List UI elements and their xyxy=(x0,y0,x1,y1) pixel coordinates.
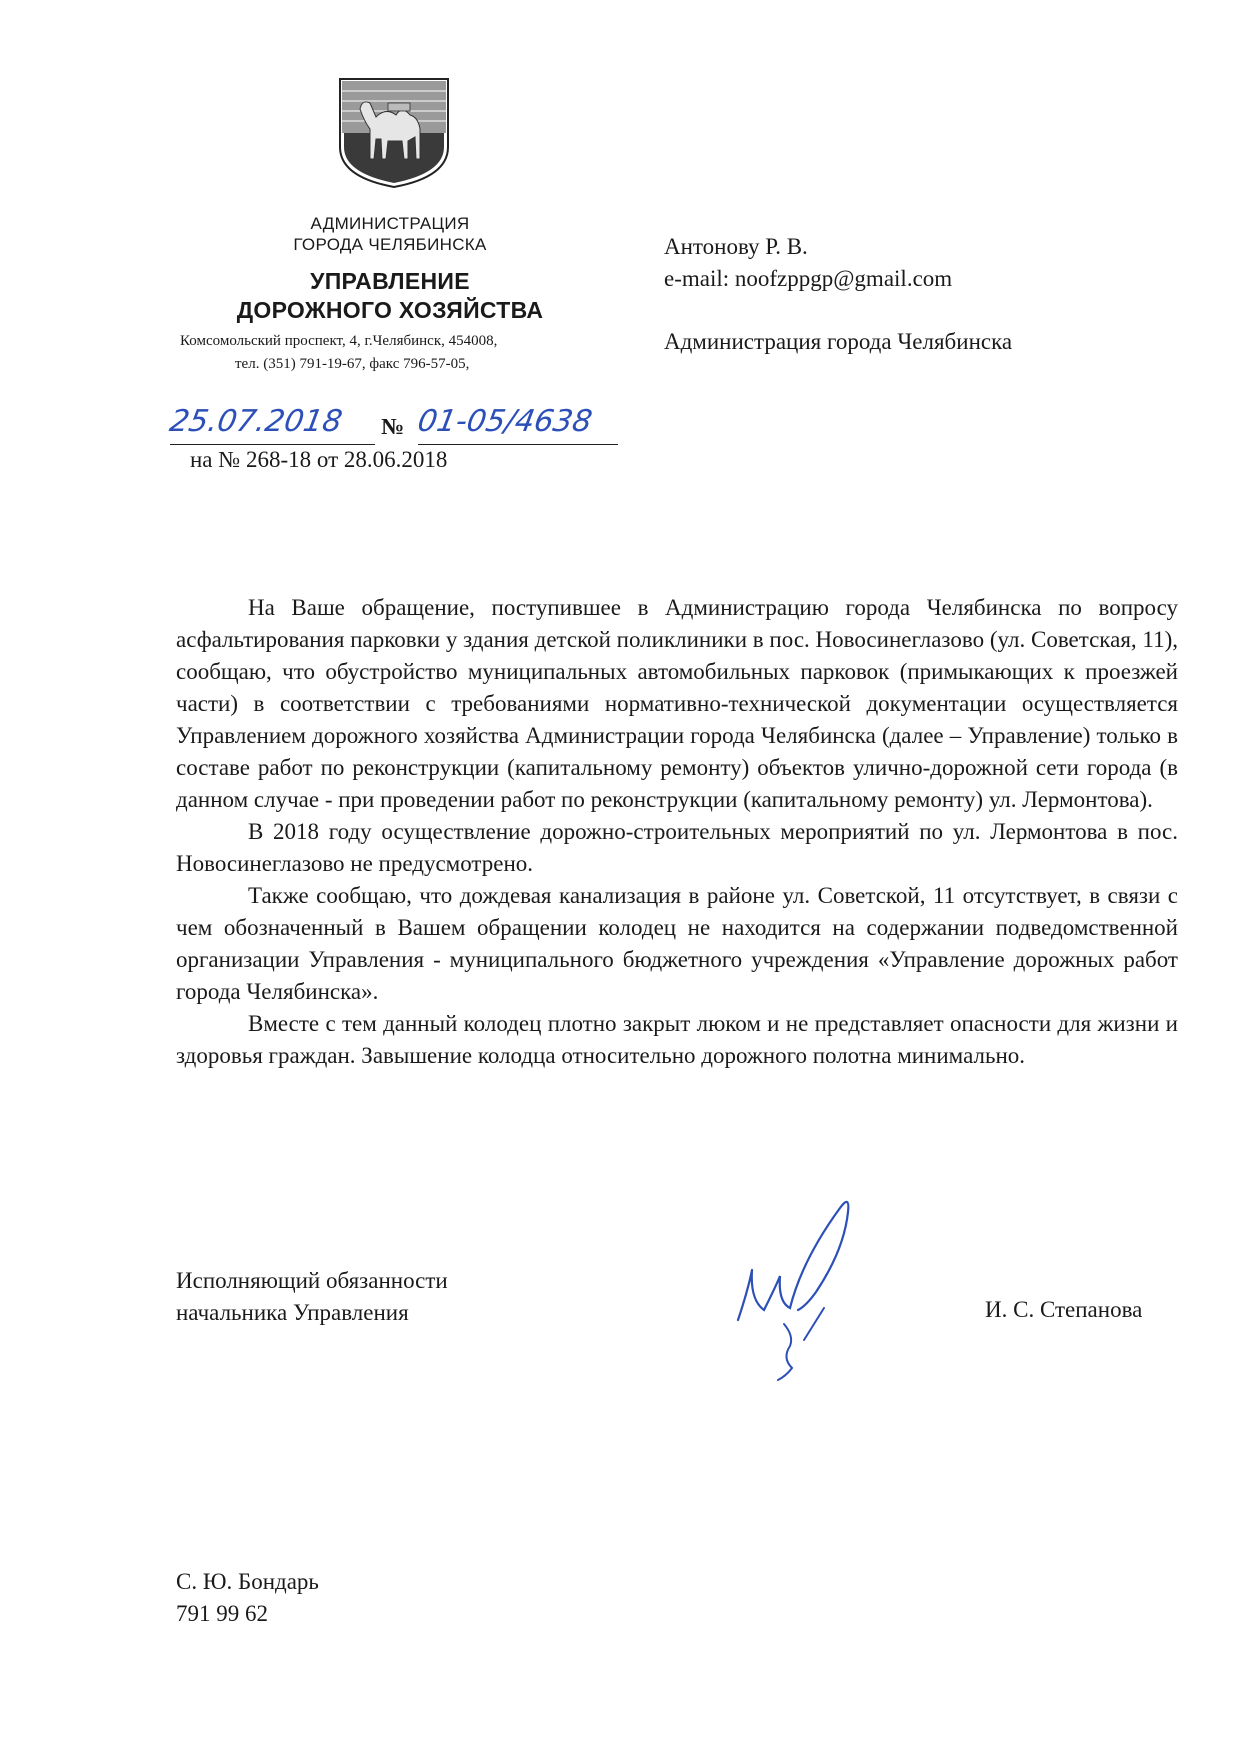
city-emblem xyxy=(336,77,452,189)
executor-phone: 791 99 62 xyxy=(176,1601,268,1626)
executor-name: С. Ю. Бондарь xyxy=(176,1569,319,1594)
letter-body xyxy=(176,592,1178,1072)
signer-title xyxy=(176,1265,448,1329)
body-paragraph: Вместе с тем данный колодец плотно закрыт люком и не представляет опасности для жизни и здоровья граждан. Завышение колодца относительно дорожного полотна минимально. xyxy=(176,1011,1178,1068)
recipient-organization: Администрация города Челябинска xyxy=(664,329,1013,354)
recipient-name: Антонову Р. В. xyxy=(664,234,808,259)
address-line1: Комсомольский проспект, 4, г.Челябинск, 454008, xyxy=(180,333,498,349)
registration-number-label: № xyxy=(381,414,405,439)
registration-date-field xyxy=(166,404,375,445)
registration-number-field xyxy=(414,404,618,445)
signer-title-line2: начальника Управления xyxy=(176,1300,409,1325)
registration-reference: на № 268-18 от 28.06.2018 xyxy=(190,447,448,472)
body-paragraph: Также сообщаю, что дождевая канализация в районе ул. Советской, 11 отсутствует, в связи с чем обозначенный в Вашем обращении колодец не находится на содержании подведомственной организации Управления - муниципального бюджетного учреждения «Управление дорожных работ города Челябинска». xyxy=(176,883,1178,1004)
registration-date: 25.07.2018 xyxy=(166,404,345,439)
body-paragraph: В 2018 году осуществление дорожно-строительных мероприятий по ул. Лермонтова в пос. Новосинеглазово не предусмотрено. xyxy=(176,819,1178,876)
executor-block xyxy=(176,1566,319,1630)
registration-number: 01-05/4638 xyxy=(414,404,595,439)
recipient-email: e-mail: noofzppgp@gmail.com xyxy=(664,266,953,291)
handwritten-signature xyxy=(720,1190,870,1385)
department-line1: УПРАВЛЕНИЕ xyxy=(310,268,470,294)
address-line2: тел. (351) 791-19-67, факс 796-57-05, xyxy=(235,356,470,372)
signer-name: И. С. Степанова xyxy=(985,1297,1143,1322)
department-line2: ДОРОЖНОГО ХОЗЯЙСТВА xyxy=(236,297,544,323)
signer-title-line1: Исполняющий обязанности xyxy=(176,1268,448,1293)
coat-of-arms-icon xyxy=(336,77,452,189)
signature-icon xyxy=(720,1190,870,1385)
body-paragraph: На Ваше обращение, поступившее в Администрацию города Челябинска по вопросу асфальтирования парковки у здания детской поликлиники в пос. Новосинеглазово (ул. Советская, 11), сообщаю, что обустройство муниципальных автомобильных парковок (примыкающих к проезжей части) в соответствии с требованиями нормативно-технической документации осуществляется Управлением дорожного хозяйства Администрации города Челябинска (далее – Управление) только в составе работ по реконструкции (капитальному ремонту) объектов улично-дорожной сети города (в данном случае - при проведении работ по реконструкции (капитальному ремонту) ул. Лермонтова). xyxy=(176,595,1178,812)
admin-line1: АДМИНИСТРАЦИЯ xyxy=(310,214,470,233)
admin-line2: ГОРОДА ЧЕЛЯБИНСКА xyxy=(293,235,487,254)
